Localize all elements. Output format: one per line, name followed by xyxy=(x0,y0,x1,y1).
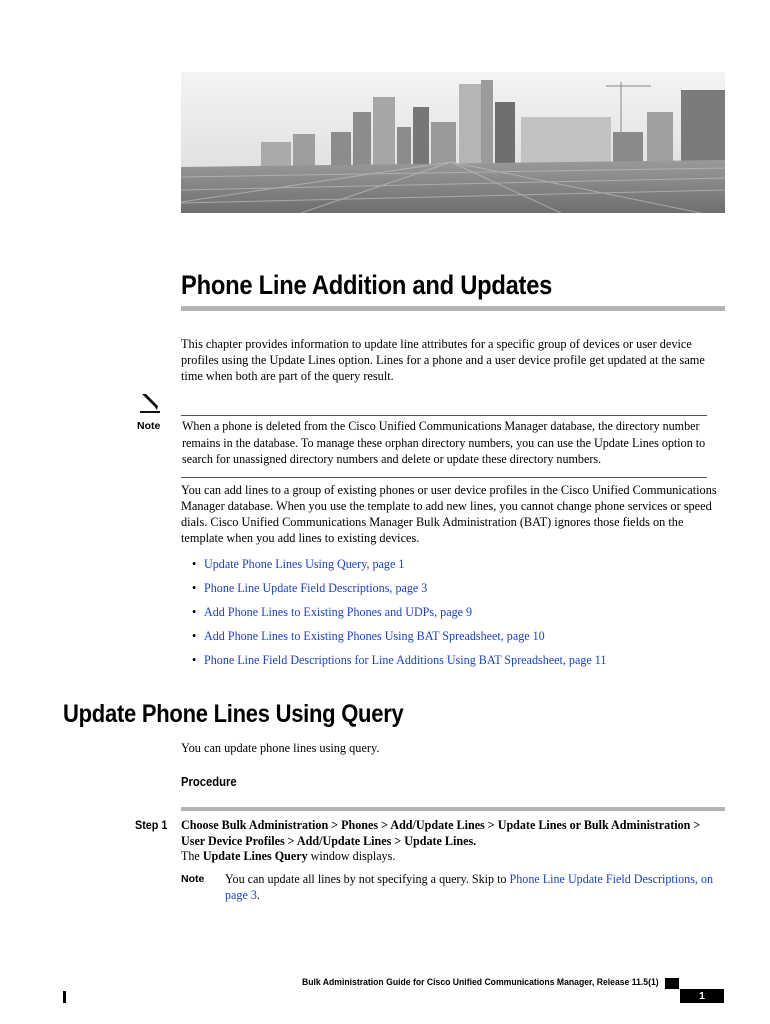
procedure-heading: Procedure xyxy=(181,775,237,789)
step-note-text-pre: You can update all lines by not specifying a query. Skip to xyxy=(225,872,510,886)
footer-book-title: Bulk Administration Guide for Cisco Unified Communications Manager, Release 11.5(1) xyxy=(302,977,659,988)
step-note-text-post: . xyxy=(256,888,260,902)
step-note-link[interactable]: Phone Line Update Field Descriptions, on page 3 xyxy=(225,872,714,902)
toc-link-add-phone-lines-udps[interactable]: Add Phone Lines to Existing Phones and UDPs, page 9 xyxy=(204,605,473,619)
step-1-result-post: window displays. xyxy=(307,849,396,863)
step-note-label: Note xyxy=(181,873,205,885)
footer-marker xyxy=(665,978,679,989)
bullet-icon: • xyxy=(192,557,197,571)
add-lines-paragraph: You can add lines to a group of existing phones or user device profiles in the Cisco Unified Communications Manager database. When you use the template to add new lines, you cannot change phone services or speed dials. Cisco Unified Communications Manager Bulk Administration (BAT) ignores those fields on the template when you add lines to existing devices. xyxy=(181,483,717,545)
note-bottom-divider xyxy=(181,477,707,478)
step-1-text xyxy=(181,818,729,865)
bullet-icon: • xyxy=(192,605,197,619)
pencil-note-icon xyxy=(138,392,162,414)
toc-item xyxy=(192,580,606,604)
step-1-result-pre: The xyxy=(181,849,203,863)
step-1-window-name: Update Lines Query xyxy=(202,849,308,863)
section-intro: You can update phone lines using query. xyxy=(181,741,380,755)
note-text: When a phone is deleted from the Cisco Unified Communications Manager database, the directory number remains in the database. To manage these orphan directory numbers, you can use the Update Lines option to search for unassigned directory numbers and delete or update these directory numbers. xyxy=(182,419,706,466)
bullet-icon: • xyxy=(192,581,197,595)
toc-item xyxy=(192,604,606,628)
chapter-intro-paragraph: This chapter provides information to update line attributes for a specific group of devices or user device profiles using the Update Lines option. Lines for a phone and a user device profile get updated at the same time when both are part of the query result. xyxy=(181,337,705,383)
toc-item xyxy=(192,556,606,580)
bullet-icon: • xyxy=(192,653,197,667)
toc-link-line-field-descriptions-bat[interactable]: Phone Line Field Descriptions for Line Additions Using BAT Spreadsheet, page 11 xyxy=(204,653,607,667)
footer-left-marker xyxy=(63,991,66,1003)
toc-item xyxy=(192,628,606,652)
toc-item xyxy=(192,652,606,676)
section-title: Update Phone Lines Using Query xyxy=(63,700,404,728)
chapter-toc-list xyxy=(192,556,606,676)
toc-link-update-phone-lines[interactable]: Update Phone Lines Using Query, page 1 xyxy=(204,557,405,571)
step-1-menu-path-line1: Choose Bulk Administration > Phones > Add/Update Lines > Update Lines or Bulk Administration > xyxy=(181,818,701,832)
procedure-divider xyxy=(181,807,725,811)
note-label: Note xyxy=(137,420,161,432)
title-divider xyxy=(181,306,725,311)
step-note-text xyxy=(225,871,725,903)
step-1-menu-path-line2: User Device Profiles > Add/Update Lines > Update Lines. xyxy=(181,833,477,848)
bullet-icon: • xyxy=(192,629,197,643)
toc-link-add-lines-bat[interactable]: Add Phone Lines to Existing Phones Using BAT Spreadsheet, page 10 xyxy=(204,629,545,643)
page-number: 1 xyxy=(680,989,724,1003)
toc-link-field-descriptions[interactable]: Phone Line Update Field Descriptions, page 3 xyxy=(204,581,428,595)
step-label: Step 1 xyxy=(135,818,168,832)
chapter-title: Phone Line Addition and Updates xyxy=(181,270,553,300)
chapter-banner-image xyxy=(181,72,725,213)
note-top-divider xyxy=(181,415,707,416)
